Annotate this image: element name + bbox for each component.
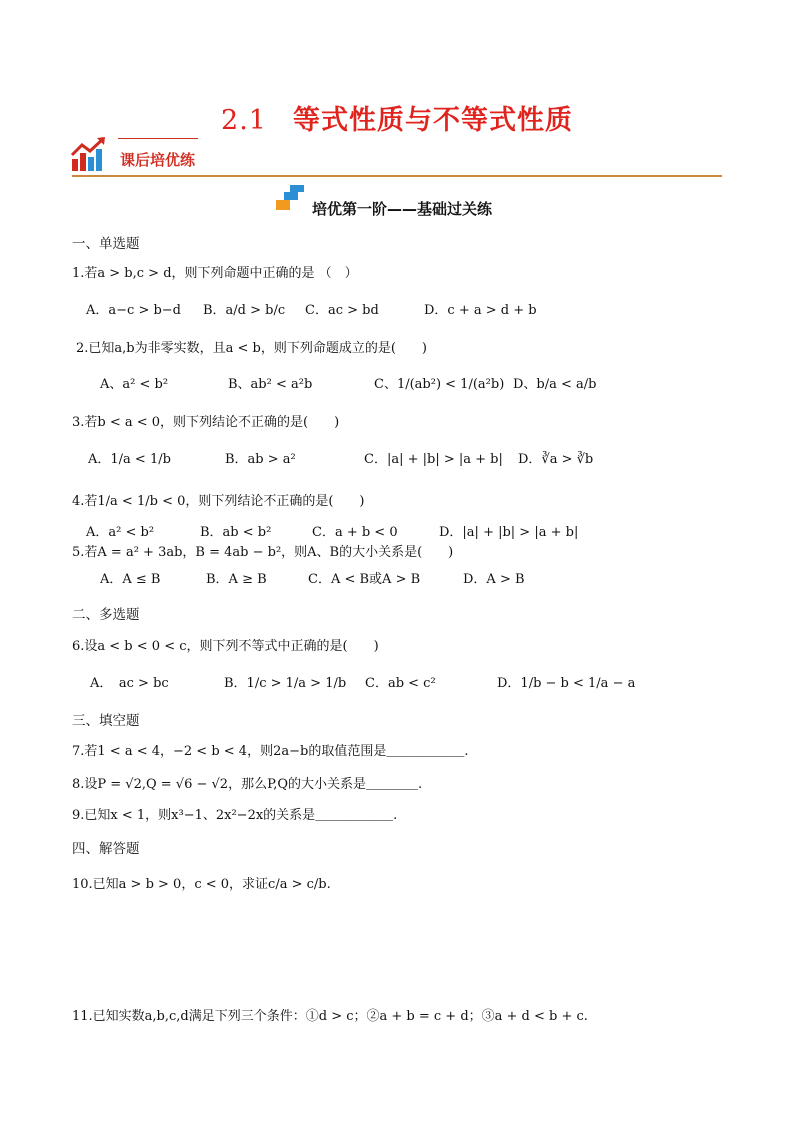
question-11-text: 11.已知实数a,b,c,d满足下列三个条件：①d > c；②a + b = c + d；③a + d < b + c.	[72, 1009, 588, 1024]
question-2-text: 2.已知a,b为非零实数，且a < b，则下列命题成立的是( )	[76, 341, 427, 356]
title-text: 等式性质与不等式性质	[292, 105, 573, 136]
question-2-option-b: B、ab² < a²b	[228, 377, 313, 392]
question-3-option-d: D．∛a > ∛b	[518, 452, 594, 467]
title-number: 2.1	[221, 105, 267, 136]
heading-multiple-choice: 二、多选题	[72, 607, 140, 623]
question-4-option-b: B．ab < b²	[200, 525, 272, 540]
brand-underline	[118, 138, 198, 139]
question-6-option-a: A． ac > bc	[90, 676, 169, 691]
question-4-text: 4.若1/a < 1/b < 0，则下列结论不正确的是( )	[72, 494, 365, 509]
header-rule	[72, 175, 722, 177]
section-title: 培优第一阶——基础过关练	[312, 200, 493, 218]
bar-chart-icon	[70, 137, 108, 177]
blocks-icon	[276, 185, 308, 215]
question-6-text: 6.设a < b < 0 < c，则下列不等式中正确的是( )	[72, 639, 379, 654]
question-8-text: 8.设P = √2,Q = √6 − √2，那么P,Q的大小关系是＿＿＿＿.	[72, 777, 423, 792]
question-6-option-b: B．1/c > 1/a > 1/b	[224, 676, 347, 691]
question-3-text: 3.若b < a < 0，则下列结论不正确的是( )	[72, 415, 340, 430]
question-1-option-b: B．a/d > b/c	[203, 303, 286, 318]
heading-single-choice: 一、单选题	[72, 236, 140, 252]
question-1-text: 1.若a > b,c > d，则下列命题中正确的是 （ ）	[72, 266, 358, 281]
page-title	[0, 98, 794, 137]
question-9-text: 9.已知x < 1，则x³−1、2x²−2x的关系是＿＿＿＿＿＿.	[72, 808, 398, 823]
question-3-option-a: A．1/a < 1/b	[88, 452, 171, 467]
question-1-option-d: D．c + a > d + b	[424, 303, 537, 318]
question-5-option-b: B．A ≥ B	[206, 572, 267, 587]
question-5-option-c: C．A < B或A > B	[308, 572, 421, 587]
question-5-text: 5.若A = a² + 3ab，B = 4ab − b²，则A、B的大小关系是( )	[72, 545, 454, 560]
question-6-option-c: C．ab < c²	[365, 676, 436, 691]
heading-short-answer: 四、解答题	[72, 841, 140, 857]
heading-fill-blank: 三、填空题	[72, 713, 140, 729]
question-3-option-b: B．ab > a²	[225, 452, 296, 467]
question-2-option-c: C、1/(ab²) < 1/(a²b)	[374, 377, 505, 392]
brand-label: 课后培优练	[120, 151, 196, 169]
question-6-option-d: D．1/b − b < 1/a − a	[497, 676, 636, 691]
question-2-option-a: A、a² < b²	[100, 377, 169, 392]
question-7-text: 7.若1 < a < 4，−2 < b < 4，则2a−b的取值范围是＿＿＿＿＿＿.	[72, 744, 469, 759]
question-4-option-a: A．a² < b²	[86, 525, 155, 540]
question-5-option-a: A．A ≤ B	[100, 572, 161, 587]
question-1-option-c: C．ac > bd	[305, 303, 379, 318]
question-2-option-d: D、b/a < a/b	[513, 377, 597, 392]
question-4-option-c: C．a + b < 0	[312, 525, 398, 540]
question-5-option-d: D．A > B	[463, 572, 525, 587]
question-1-option-a: A．a−c > b−d	[86, 303, 182, 318]
question-10-text: 10.已知a > b > 0，c < 0，求证c/a > c/b.	[72, 877, 331, 892]
question-4-option-d: D．|a| + |b| > |a + b|	[439, 525, 579, 540]
question-3-option-c: C．|a| + |b| > |a + b|	[364, 452, 503, 467]
